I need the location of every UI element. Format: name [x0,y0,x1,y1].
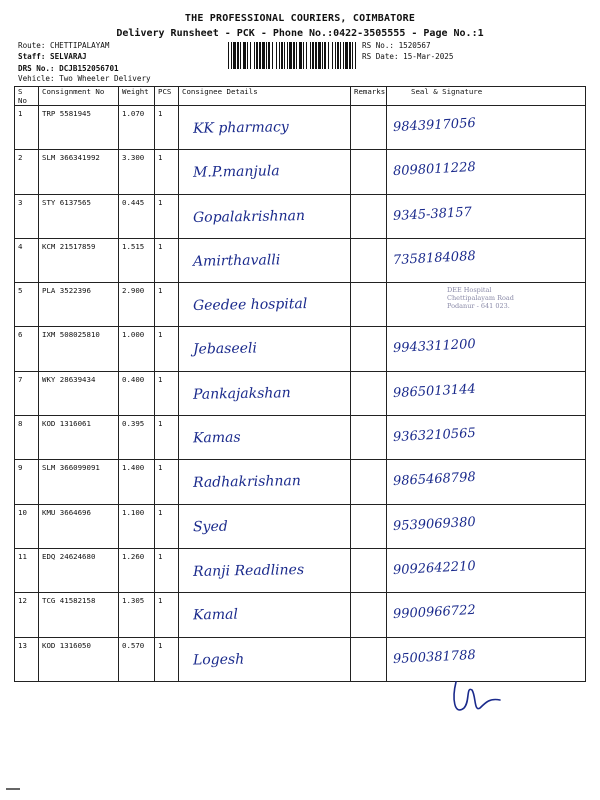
sno-cell: 11 [15,548,39,592]
table-row [15,504,586,548]
weight-cell: 0.395 [119,416,155,460]
col-weight: Weight [119,87,155,106]
seal-signature-cell [387,194,586,238]
consignee-handwriting: Kamas [192,429,241,447]
vehicle-value: Two Wheeler Delivery [59,74,151,83]
consignee-handwriting: Kamal [192,606,239,624]
weight-cell: 0.445 [119,194,155,238]
pcs-cell: 1 [155,548,179,592]
col-sno: S No [15,87,39,106]
remarks-cell [351,283,387,327]
consignee-cell [179,327,351,371]
col-pcs: PCS [155,87,179,106]
consignee-handwriting: Amirthavalli [192,252,281,270]
pcs-cell: 1 [155,327,179,371]
sno-cell: 3 [15,194,39,238]
pcs-cell: 1 [155,460,179,504]
pcs-cell: 1 [155,371,179,415]
col-consignee: Consignee Details [179,87,351,106]
runsheet-subtitle: Delivery Runsheet - PCK - Phone No.:0422-3505555 - Page No.:1 [116,28,484,39]
table-row [15,238,586,282]
remarks-cell [351,106,387,150]
consignee-cell [179,106,351,150]
consignee-cell [179,371,351,415]
col-seal: Seal & Signature [387,87,586,106]
consignment-cell: KMU 3664696 [39,504,119,548]
remarks-cell [351,150,387,194]
staff-signature [446,668,506,728]
seal-signature-cell [387,593,586,637]
consignee-handwriting: Geedee hospital [192,296,308,315]
signature-phone: 8098011228 [392,160,477,180]
remarks-cell [351,637,387,681]
consignee-handwriting: Gopalakrishnan [192,207,306,226]
consignment-cell: EDQ 24624680 [39,548,119,592]
signature-phone: 9539069380 [392,514,477,534]
signature-phone: 9345-38157 [392,204,473,224]
remarks-cell [351,194,387,238]
consignee-handwriting: Logesh [192,651,245,669]
seal-signature-cell [387,327,586,371]
table-header-row [15,87,586,106]
remarks-cell [351,460,387,504]
consignee-cell [179,150,351,194]
consignment-cell: KCM 21517859 [39,238,119,282]
sno-cell: 4 [15,238,39,282]
seal-signature-cell [387,504,586,548]
drs-value: DCJB152056701 [59,64,119,73]
seal-signature-cell [387,238,586,282]
consignee-cell [179,238,351,282]
consignee-cell [179,194,351,238]
scan-mark [6,788,20,790]
consignment-cell: KOD 1316050 [39,637,119,681]
seal-signature-cell [387,106,586,150]
sno-cell: 10 [15,504,39,548]
consignment-cell: TCG 41582158 [39,593,119,637]
signature-phone: 9500381788 [392,647,477,667]
consignee-cell [179,504,351,548]
rs-date-line: RS Date: 15-Mar-2025 [362,52,454,61]
consignment-cell: SLM 366341992 [39,150,119,194]
vehicle-line: Vehicle: Two Wheeler Delivery [18,74,151,83]
pcs-cell: 1 [155,106,179,150]
weight-cell: 1.100 [119,504,155,548]
consignee-cell [179,637,351,681]
table-row [15,150,586,194]
consignee-cell [179,593,351,637]
table-row [15,194,586,238]
sno-cell: 2 [15,150,39,194]
consignment-cell: SLM 366099091 [39,460,119,504]
weight-cell: 3.300 [119,150,155,194]
weight-cell: 1.070 [119,106,155,150]
consignment-cell: IXM 508025810 [39,327,119,371]
seal-signature-cell [387,460,586,504]
consignee-handwriting: KK pharmacy [192,119,289,137]
table-row [15,548,586,592]
remarks-cell [351,548,387,592]
consignee-handwriting: Ranji Readlines [192,562,305,580]
remarks-cell [351,327,387,371]
consignment-cell: TRP 5581945 [39,106,119,150]
weight-cell: 1.305 [119,593,155,637]
remarks-cell [351,238,387,282]
weight-cell: 2.900 [119,283,155,327]
signature-phone: 9843917056 [392,115,477,136]
table-row [15,106,586,150]
weight-cell: 1.400 [119,460,155,504]
consignee-handwriting: Radhakrishnan [192,473,301,492]
table-row [15,460,586,504]
consignment-cell: STY 6137565 [39,194,119,238]
consignee-handwriting: Pankajakshan [192,384,291,403]
signature-phone: 9865468798 [392,470,477,490]
sno-cell: 6 [15,327,39,371]
consignment-cell: PLA 3522396 [39,283,119,327]
sno-cell: 8 [15,416,39,460]
table-row [15,593,586,637]
pcs-cell: 1 [155,194,179,238]
table-row [15,283,586,327]
consignee-cell [179,416,351,460]
rs-no-line: RS No.: 1520567 [362,41,431,50]
remarks-cell [351,593,387,637]
sno-cell: 5 [15,283,39,327]
pcs-cell: 1 [155,150,179,194]
delivery-table [14,86,586,682]
pcs-cell: 1 [155,283,179,327]
seal-signature-cell [387,283,586,327]
weight-cell: 1.515 [119,238,155,282]
rs-no-value: 1520567 [398,41,431,50]
pcs-cell: 1 [155,504,179,548]
consignee-cell [179,283,351,327]
consignment-cell: WKY 28639434 [39,371,119,415]
remarks-cell [351,504,387,548]
consignee-handwriting: Syed [192,518,228,535]
sno-cell: 13 [15,637,39,681]
weight-cell: 1.000 [119,327,155,371]
remarks-cell [351,371,387,415]
signature-phone: 9900966722 [392,603,477,623]
signature-phone: 9363210565 [392,425,477,446]
signature-phone: 9943311200 [392,337,477,357]
staff-line: Staff: SELVARAJ [18,52,87,61]
consignee-handwriting: Jebaseeli [192,340,258,359]
signature-phone: 7358184088 [392,248,477,269]
weight-cell: 0.400 [119,371,155,415]
table-row [15,416,586,460]
pcs-cell: 1 [155,637,179,681]
company-title: THE PROFESSIONAL COURIERS, COIMBATORE [184,13,416,24]
seal-signature-cell [387,150,586,194]
remarks-cell [351,416,387,460]
signature-phone: 9865013144 [392,381,477,401]
signature-phone: 9092642210 [392,558,477,579]
col-remarks: Remarks [351,87,387,106]
table-row [15,371,586,415]
pcs-cell: 1 [155,416,179,460]
consignment-cell: KOD 1316061 [39,416,119,460]
weight-cell: 1.260 [119,548,155,592]
consignee-handwriting: M.P.manjula [192,163,280,182]
pcs-cell: 1 [155,238,179,282]
pcs-cell: 1 [155,593,179,637]
sno-cell: 12 [15,593,39,637]
route-value: CHETTIPALAYAM [50,41,110,50]
drs-line: DRS No.: DCJB152056701 [18,64,119,73]
table-row [15,327,586,371]
sno-cell: 9 [15,460,39,504]
barcode-image [228,42,356,69]
seal-signature-cell [387,548,586,592]
consignee-cell [179,548,351,592]
hospital-stamp: DEE Hospital Chettipalayam Road Podanur - 641 023. [447,286,514,311]
weight-cell: 0.570 [119,637,155,681]
sno-cell: 1 [15,106,39,150]
seal-signature-cell [387,416,586,460]
route-line: Route: CHETTIPALAYAM [18,41,110,50]
rs-date-value: 15-Mar-2025 [403,52,454,61]
consignee-cell [179,460,351,504]
seal-signature-cell [387,371,586,415]
staff-value: SELVARAJ [50,52,87,61]
sno-cell: 7 [15,371,39,415]
col-consignment: Consignment No [39,87,119,106]
